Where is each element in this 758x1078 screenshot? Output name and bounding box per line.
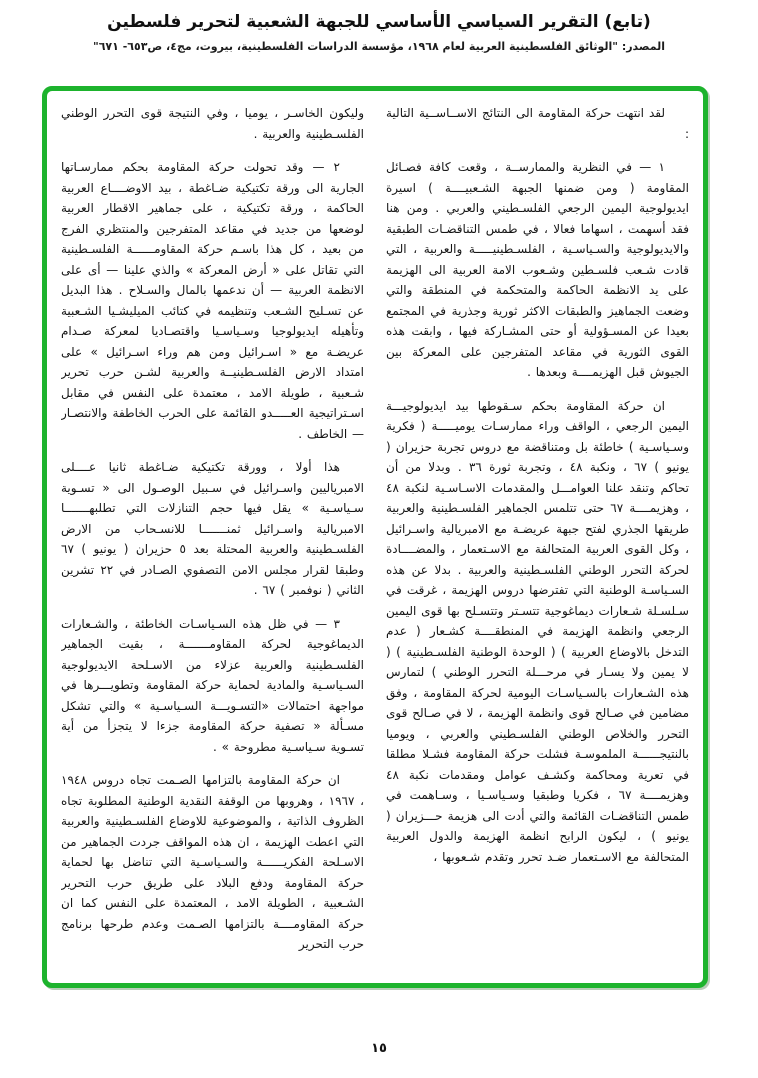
text-columns [61,103,689,971]
paragraph-point-1: ١ — في النظرية والممارســة ، وقعت كافة فصـائل المقاومة ( ومن ضمنها الجبهة الشـعبيــــة ) اسيرة ايديولوجية اليمين الرجعي الفلسـطيني والعربي . ومن هنا فقد أسهمت ، اسهاما فعالا ، في طمس التناقضـات الطبقية والايديولوجية والسـياسـية ، الفلسـطينيـــــة والعربية ، التي قادت شـعب فلسـطين وشـعوب الامة العربية الى الهزيمة على يد الانظمة الحاكمة والمتحكمة في المنطقة والتي وضعت الجماهيز والطبقات الاكثر ثورية وجذرية في المجتمع بعيدا عن المسـؤولية أو حتى المشـاركة فيها ، وابقت هذه القوى الثورية في مقاعد المتفرجين على المعركة بين الجيوش قبل الهزيمــــة وبعدها . [386,160,689,379]
paragraph-closing: ان حركة المقاومة بالتزامها الصـمت تجاه دروس ١٩٤٨ ، ١٩٦٧ ، وهروبها من الوقفة النقدية الوطنية المطلوبة تجاه الظروف الذاتية ، والموضوعية للاوضاع الفلسـطينية والعربية التي اعطت الهزيمة ، ان هذه المواقف جردت الجماهير من الاسـلحة الفكريــــــة والسـياسـية التي تناضل بها لحماية حركة المقاومة ودفع البلاد على طريق حرب التحرير الشـعبية ، الطويلة الامد ، المعتمدة على النفس كما ان حركة المقاومــــة بالتزامها الصـمت وعدم طرحها برنامج حرب التحرير [61,773,364,951]
paragraph-tactical-card: هذا أولا ، وورقة تكتيكية ضـاغطة ثانيا عــــلى الامبرياليين واسـرائيل في سـبيل الوصـول الى « تسـوية سـياسـية » يقل فيها حجم التنازلات التي تطلبهـــــــا الامبريالية واسـرائيل ثمنـــــــا للانسـحاب من الارض الفلسـطينية والعربية المحتلة بعد ٥ حزيران ( يونيو ) ٦٧ وطبقا لقرار مجلس الامن التصفوي الصـادر في ٢٢ تشرين الثاني ( نوفمبر ) ٦٧ . [61,460,364,597]
column-right [386,103,689,971]
green-border-frame [42,86,708,988]
column-left [61,103,364,971]
source-citation: المصدر: "الوثائق الفلسطينية العربية لعام ١٩٦٨، مؤسسة الدراسات الفلسطينية، بيروت، مج٤، ص٦٥٣- ٦٧١" [92,40,666,53]
paragraph-analysis-1: ان حركة المقاومة بحكم سـقوطها بيد ايديولوجيـــة اليمين الرجعي ، الواقف وراء ممارسـات يوميـــــة ( فكرية وسـياسـية ) خاطئة بل ومتناقضة مع دروس تجربة حزيران ( يونيو ) ٦٧ ، ونكبة ٤٨ ، وتجربة ثورة ٣٦ . وبدلا من أن تحاكم وتنقد علنا العوامـــل والمقدمات الاسـاسـية لنكبة ٤٨ ، وهزيمــــة ٦٧ حتى تتلمس الجماهير الفلسـطينية والعربية طريقها الجذري لفتح جبهة عريضـة مع الامبريالية واسـرائيل ، وكل القوى العربية المتحالفة مع الاسـتعمار ، والمضــــادة لحركة التحرر الوطني الفلسـطينية والعربية . بدلا عن هذه السـياسـة الوطنية التي تفترضها دروس الهزيمة ، غرقت في سـلسـلة شـعارات ديماغوجية تتسـتر وتتسـلح بها قوى اليمين الرجعي وانظمة الهزيمة في المنطقــــة كشـعار ( عدم التدخل بالاوضاع العربية ) ( الوحدة الوطنية الفلسـطينية ) ( لا يمين ولا يسـار في مرحـــلة التحرر الوطني ) لتمارس هذه الشـعارات بالسـياسـات اليومية لحركة المقاومة ، وفق مضامين في صـالح قوى وانظمة الهزيمة ، لا في صـالح قوى التحرر والخلاص الوطني الفلسـطيني والعربي ، ويوميا بالنتيجــــــة الملموسـة فشلت حركة المقاومة فشـلا مطلقا في تعرية ومحاكمة وكشـف عوامل ومقدمات نكبة ٤٨ وهزيمــــة ٦٧ ، فكريا وطبقيا وسـياسـيا ، وسـاهمت في طمس التناقضـات القائمة والتي أدت الى هزيمة حـــزيران ( يونيو ) ، ليكون الرابح انظمة الهزيمة والدول العربية المتحالفة مع الاسـتعمار ضـد تحرر وتقدم شـعوبها ، [386,398,689,864]
paragraph-point-3: ٣ — في ظل هذه السـياسـات الخاطئة ، والشـعارات الديماغوجية لحركة المقاومـــــــة ، بقيت الجماهير الفلسـطينية والعربية عزلاء من الاسـلحة الايديولوجية السـياسـية والمادية لحماية حركة المقاومة وتطويـــرها في مواجهة احتمالات «التسـويـــة السـياسـية » والتي تشكل مسـألة « تصفية حركة المقاومة جزءا لا يتجزأ من أية تسـوية سـياسـية مطروحة » . [61,616,364,754]
paragraph-intro: لقد انتهت حركة المقاومة الى النتائج الاســاســية التالية : [386,106,689,141]
document-header [0,12,758,53]
paragraph-continuation: وليكون الخاسـر ، يوميا ، وفي النتيجة قوى التحرر الوطني الفلسـطينية والعربية . [61,106,364,141]
page-number: ١٥ [371,1041,387,1056]
paragraph-point-2: ٢ — وقد تحولت حركة المقاومة بحكم ممارسـاتها الجارية الى ورقة تكتيكية ضـاغطة ، بيد الاوضــــاع العربية الحاكمة ، ورقة تكتيكية ، على جماهير الاقطار العربية لوضعها من جديد في مقاعد المتفرجين والمنتظري الفرج من بعيد ، كل هذا باسـم حركة المقاومــــــة الفلسـطينية التي تقاتل على « أرض المعركة » والذي علينا — أى على الانظمة العربية — أن ندعمها بالمال والسـلاح . هذا البديل عن تسـليح الشـعب وتنظيمه في كتائب الميليشـيا الشـعبية وتأهيله ايديولوجيا وسـياسـيا واقتصـاديا لمعركة صـدام عريضـة مع « اسـرائيل ومن هم وراء اسـرائيل » على امتداد الارض الفلسـطينيــة والعربية لشـن حرب تحرير شـعبية ، طويلة الامد ، معتمدة على النفس في مقابل اسـتراتيجية العـــــدو القائمة على الحرب الخاطفة والانتصـار — الخاطف . [61,160,364,441]
page-title: (تابع) التقرير السياسي الأساسي للجبهة الشعبية لتحرير فلسطين [107,12,651,32]
